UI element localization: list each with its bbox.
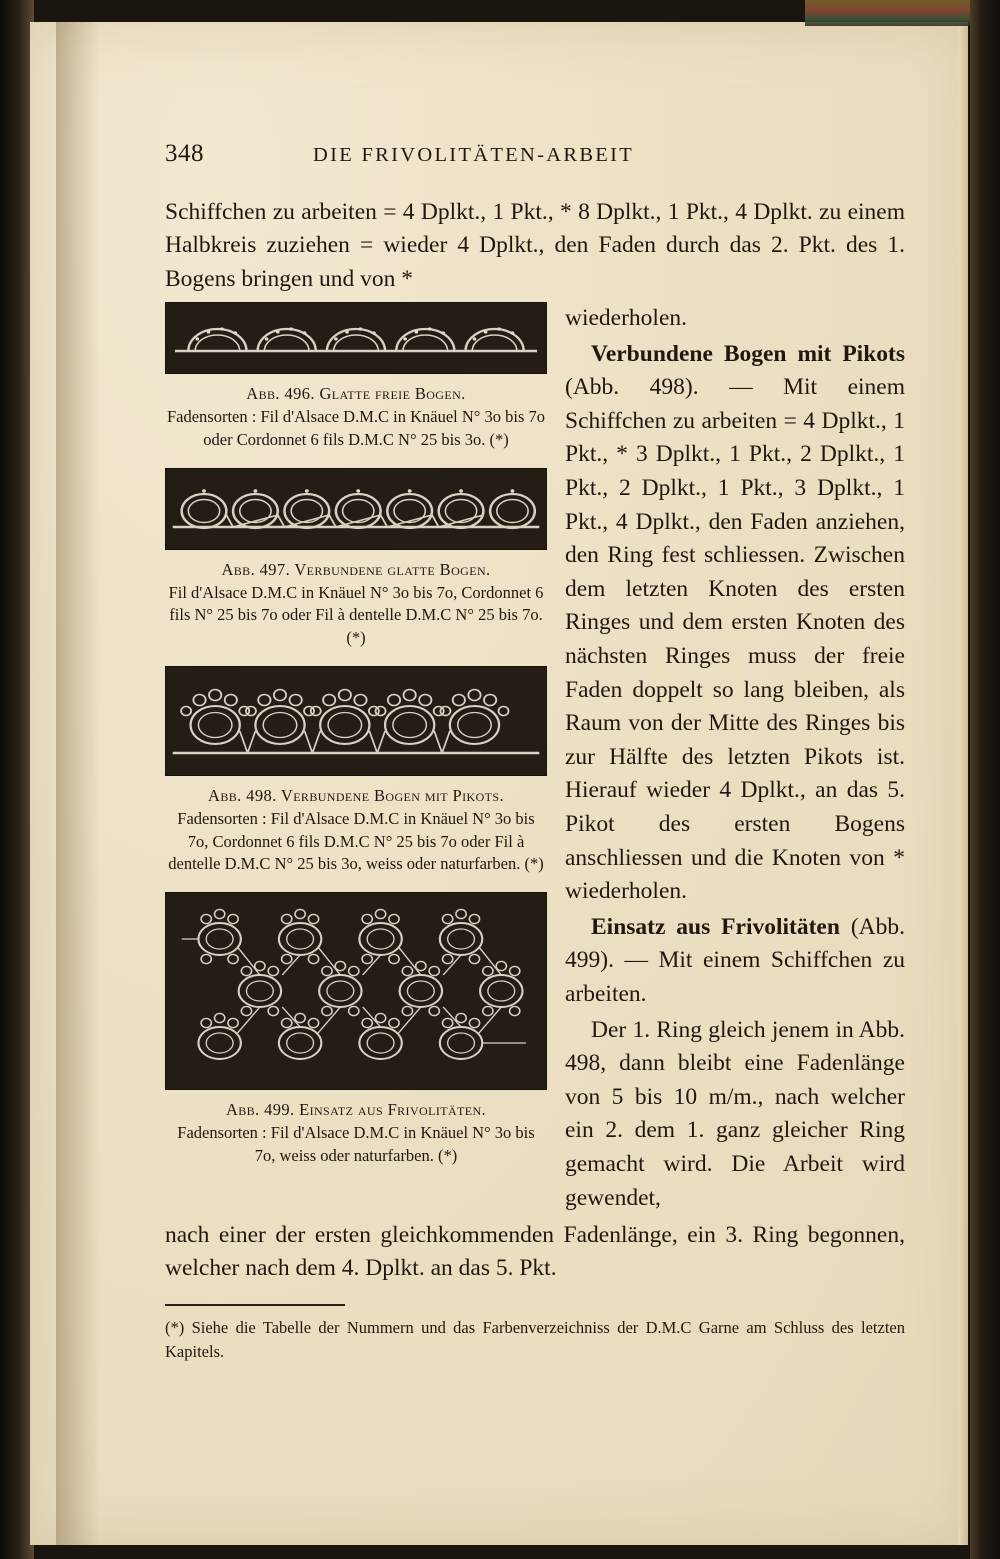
footnote-text: (*) Siehe die Tabelle der Nummern und das Farbenverzeichniss der D.M.C Garne am Schluss des letzten Kapitels. bbox=[165, 1317, 905, 1361]
footnote-rule bbox=[165, 1304, 345, 1306]
paragraph-einsatz-text: (Abb. 499). — Mit einem Schiffchen zu arbeiten. bbox=[565, 913, 905, 1007]
run-in-heading-einsatz: Einsatz aus Frivolitäten bbox=[591, 913, 840, 940]
paragraph-der-erste-ring: Der 1. Ring gleich jenem in Abb. 498, dann bleibt eine Fadenlänge von 5 bis 10 m/m., nach welcher ein 2. dem 1. ganz gleicher Ring gemacht wird. Die Arbeit wird gewendet, bbox=[565, 1016, 905, 1211]
figure-abb-498 bbox=[165, 666, 547, 876]
two-column-body bbox=[165, 302, 905, 1215]
right-margin-dark bbox=[970, 0, 1000, 1559]
figure-column bbox=[165, 302, 547, 1184]
folio-number: 348 bbox=[165, 140, 204, 167]
lead-paragraph: Schiffchen zu arbeiten = 4 Dplkt., 1 Pkt., * 8 Dplkt., 1 Pkt., 4 Dplkt. zu einem Halbkreis zuziehen = wieder 4 Dplkt., den Faden durch das 2. Pkt. des 1. Bogens bringen und von * bbox=[165, 199, 905, 292]
figure-caption-body-498: Fadensorten : Fil d'Alsace D.M.C in Knäuel N° 3o bis 7o, Cordonnet 6 fils D.M.C N° 25 bis 7o oder Fil à dentelle D.M.C N° 25 bis 3o, weiss oder naturfarben. (*) bbox=[168, 808, 544, 874]
right-page-edge bbox=[958, 22, 968, 1545]
run-in-heading-verbundene-bogen: Verbundene Bogen mit Pikots bbox=[591, 340, 905, 367]
left-gutter-shadow bbox=[0, 0, 34, 1559]
figure-caption-body-499: Fadensorten : Fil d'Alsace D.M.C in Knäuel N° 3o bis 7o, weiss oder naturfarben. (*) bbox=[177, 1123, 535, 1165]
tail-paragraph: nach einer der ersten gleichkommenden Fadenlänge, ein 3. Ring begonnen, welcher nach dem 4. Dplkt. an das 5. Pkt. bbox=[165, 1222, 905, 1282]
figure-caption-title-497: Abb. 497. Verbundene glatte Bogen. bbox=[221, 559, 491, 579]
figure-caption-title-499: Abb. 499. Einsatz aus Frivolitäten. bbox=[225, 1100, 487, 1120]
paragraph-verbundene-bogen-text: (Abb. 498). — Mit einem Schiffchen zu arbeiten = 4 Dplkt., 1 Pkt., * 3 Dplkt., 1 Pkt., 2 Dplkt., 1 Pkt., 2 Dplkt., 1 Pkt., 3 Dplkt., 1 Pkt., 4 Dplkt., den Faden anziehen, den Ring fest schliessen. Zwischen dem letzten Knoten des ersten Ringes und dem ersten Knoten des nächsten Ringes muss der freie Faden doppelt so lang bleiben, als Raum von der Mitte des Ringes bis zur Hälfte des letzten Pikots ist. Hierauf wieder 4 Dplkt., an das 5. Pikot des ersten Bogens anschliessen und die Knoten von * wiederholen. bbox=[565, 374, 905, 905]
paragraph-verbundene-bogen bbox=[565, 338, 905, 909]
running-head: DIE FRIVOLITÄTEN-ARBEIT bbox=[313, 144, 635, 166]
footnote-section bbox=[165, 1304, 905, 1364]
top-color-scrap bbox=[805, 0, 970, 26]
paragraph-einsatz bbox=[565, 911, 905, 1012]
figure-caption-body-497: Fil d'Alsace D.M.C in Knäuel N° 3o bis 7o, Cordonnet 6 fils N° 25 bis 7o oder Fil à dentelle D.M.C N° 25 bis 7o. (*) bbox=[168, 582, 544, 648]
figure-image-abb-497 bbox=[165, 468, 547, 550]
figure-abb-497 bbox=[165, 468, 547, 650]
figure-image-abb-496 bbox=[165, 302, 547, 374]
page-content bbox=[165, 140, 905, 1364]
spine-shadow bbox=[56, 22, 100, 1545]
figure-caption-title-498: Abb. 498. Verbundene Bogen mit Pikots. bbox=[208, 785, 504, 805]
paragraph-continuation: wiederholen. bbox=[565, 305, 688, 332]
body-text-column bbox=[565, 302, 905, 1215]
figure-abb-499 bbox=[165, 892, 547, 1168]
figure-caption-body-496: Fadensorten : Fil d'Alsace D.M.C in Knäuel N° 3o bis 7o oder Cordonnet 6 fils D.M.C N° 25 bis 3o. (*) bbox=[166, 407, 546, 449]
figure-abb-496 bbox=[165, 302, 547, 452]
figure-caption-title-496: Abb. 496. Glatte freie Bogen. bbox=[246, 384, 466, 404]
figure-image-abb-498 bbox=[165, 666, 547, 776]
figure-image-abb-499 bbox=[165, 892, 547, 1090]
page-header bbox=[165, 140, 905, 168]
